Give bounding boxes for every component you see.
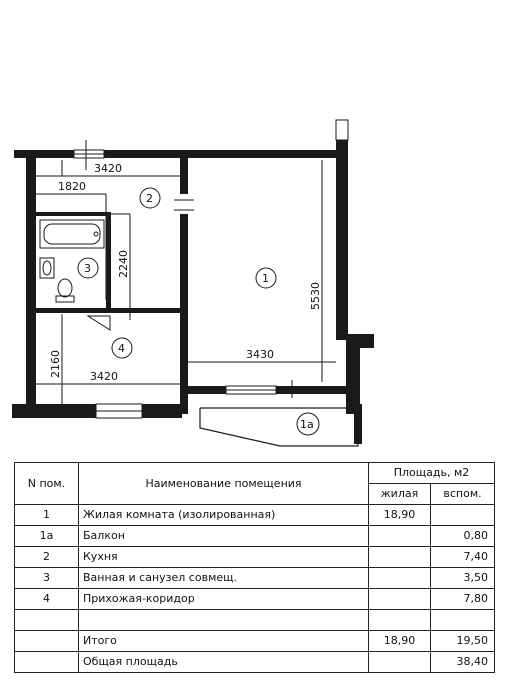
room-label-4: 4 [118, 342, 125, 355]
overall-aux: 38,40 [431, 652, 495, 673]
row-name: Ванная и санузел совмещ. [79, 568, 369, 589]
row-living [369, 547, 431, 568]
row-aux: 0,80 [431, 526, 495, 547]
row-num: 1а [15, 526, 79, 547]
header-area: Площадь, м2 [369, 463, 495, 484]
row-living [369, 568, 431, 589]
overall-label: Общая площадь [79, 652, 369, 673]
row-num: 4 [15, 589, 79, 610]
row-living: 18,90 [369, 505, 431, 526]
room-label-1: 1 [262, 272, 269, 285]
total-label: Итого [79, 631, 369, 652]
room-label-2: 2 [146, 192, 153, 205]
dim-room-depth: 5530 [309, 282, 322, 310]
header-name: Наименование помещения [79, 463, 369, 505]
sink-icon [40, 258, 54, 278]
row-name: Кухня [79, 547, 369, 568]
table-row-overall [15, 652, 495, 673]
table-row [15, 568, 495, 589]
table-row [15, 526, 495, 547]
row-aux: 7,40 [431, 547, 495, 568]
table-row-total [15, 631, 495, 652]
dim-hall-width: 3420 [90, 370, 118, 383]
explication-table [14, 462, 495, 673]
table-row [15, 547, 495, 568]
dim-room-width: 3430 [246, 348, 274, 361]
row-num: 3 [15, 568, 79, 589]
row-name: Прихожая-коридор [79, 589, 369, 610]
row-name: Балкон [79, 526, 369, 547]
dim-top-width: 3420 [94, 162, 122, 175]
bathtub-icon [40, 220, 104, 248]
header-num: N пом. [15, 463, 79, 505]
header-living: жилая [369, 484, 431, 505]
table-row [15, 505, 495, 526]
row-aux [431, 505, 495, 526]
balcony [200, 408, 358, 446]
row-num: 2 [15, 547, 79, 568]
room-label-1a: 1a [300, 418, 314, 431]
total-living: 18,90 [369, 631, 431, 652]
table-row [15, 589, 495, 610]
row-aux: 3,50 [431, 568, 495, 589]
total-aux: 19,50 [431, 631, 495, 652]
row-aux: 7,80 [431, 589, 495, 610]
header-aux: вспом. [431, 484, 495, 505]
table-row-empty [15, 610, 495, 631]
row-num: 1 [15, 505, 79, 526]
row-name: Жилая комната (изолированная) [79, 505, 369, 526]
dim-kitchen-width: 1820 [58, 180, 86, 193]
dim-hall-height: 2160 [49, 350, 62, 378]
room-label-3: 3 [84, 262, 91, 275]
row-living [369, 526, 431, 547]
row-living [369, 589, 431, 610]
dim-bath-height: 2240 [117, 250, 130, 278]
toilet-icon [56, 279, 74, 302]
